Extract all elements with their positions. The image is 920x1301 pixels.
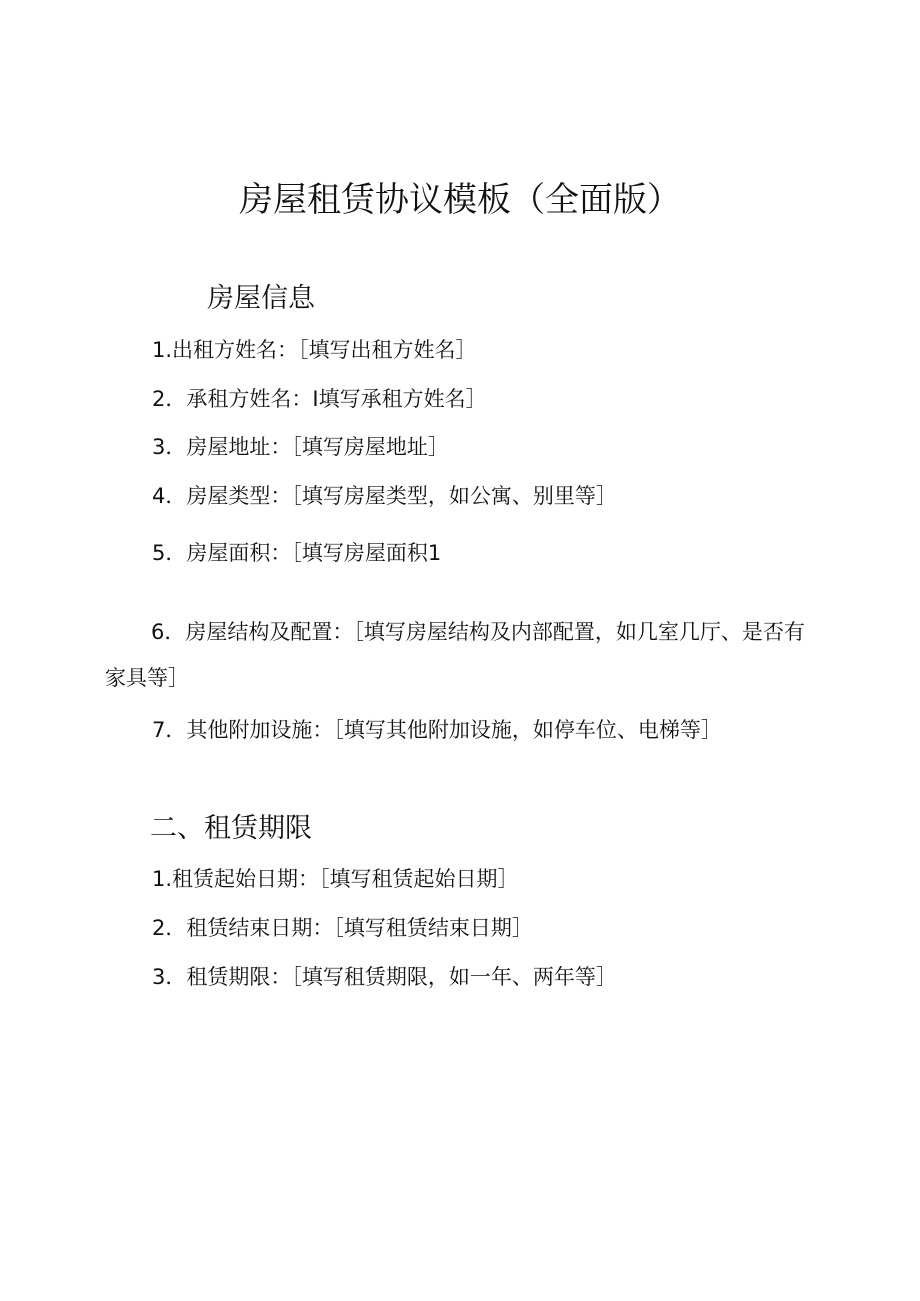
item-text: .租赁起始日期：［填写租赁起始日期］ xyxy=(165,867,519,891)
list-item xyxy=(152,962,617,992)
list-item xyxy=(152,384,487,414)
section-heading-house-info: 房屋信息 xyxy=(207,283,315,314)
list-item xyxy=(152,335,477,365)
list-item xyxy=(152,864,519,894)
item-text: ．租赁期限：［填写租赁期限，如一年、两年等］ xyxy=(165,965,617,989)
item-text: ．房屋地址：［填写房屋地址］ xyxy=(165,435,449,459)
item-number: 6 xyxy=(151,620,165,644)
list-item xyxy=(152,538,441,568)
list-item xyxy=(152,715,722,745)
list-item xyxy=(152,913,533,943)
list-item xyxy=(152,432,449,462)
section-heading-lease-term: 二、租赁期限 xyxy=(150,813,312,844)
item-text: ．承租方姓名：I填写承租方姓名］ xyxy=(165,387,487,411)
item-text: .出租方姓名：［填写出租方姓名］ xyxy=(165,338,477,362)
item-number: 4 xyxy=(152,484,166,508)
item-text: ．房屋类型：［填写房屋类型，如公寓、别里等］ xyxy=(165,484,617,508)
item-number: 3 xyxy=(152,965,166,989)
item-number: 3 xyxy=(152,435,166,459)
item-text: ．房屋结构及配置：［填写房屋结构及内部配置，如几室几厅、是否有家具等］ xyxy=(105,620,805,690)
item-number: 1 xyxy=(152,867,166,891)
item-text: ．其他附加设施：［填写其他附加设施，如停车位、电梯等］ xyxy=(165,718,722,742)
item-number: 7 xyxy=(152,718,166,742)
list-item-wrapped xyxy=(105,609,825,701)
list-item xyxy=(152,481,617,511)
item-number: 2 xyxy=(152,387,166,411)
document-title: 房屋租赁协议模板（全面版） xyxy=(239,180,681,220)
item-text: ．租赁结束日期：［填写租赁结束日期］ xyxy=(165,916,533,940)
item-number: 1 xyxy=(152,338,166,362)
item-text: ．房屋面积：［填写房屋面积1 xyxy=(165,541,442,565)
item-number: 5 xyxy=(152,541,166,565)
item-number: 2 xyxy=(152,916,166,940)
